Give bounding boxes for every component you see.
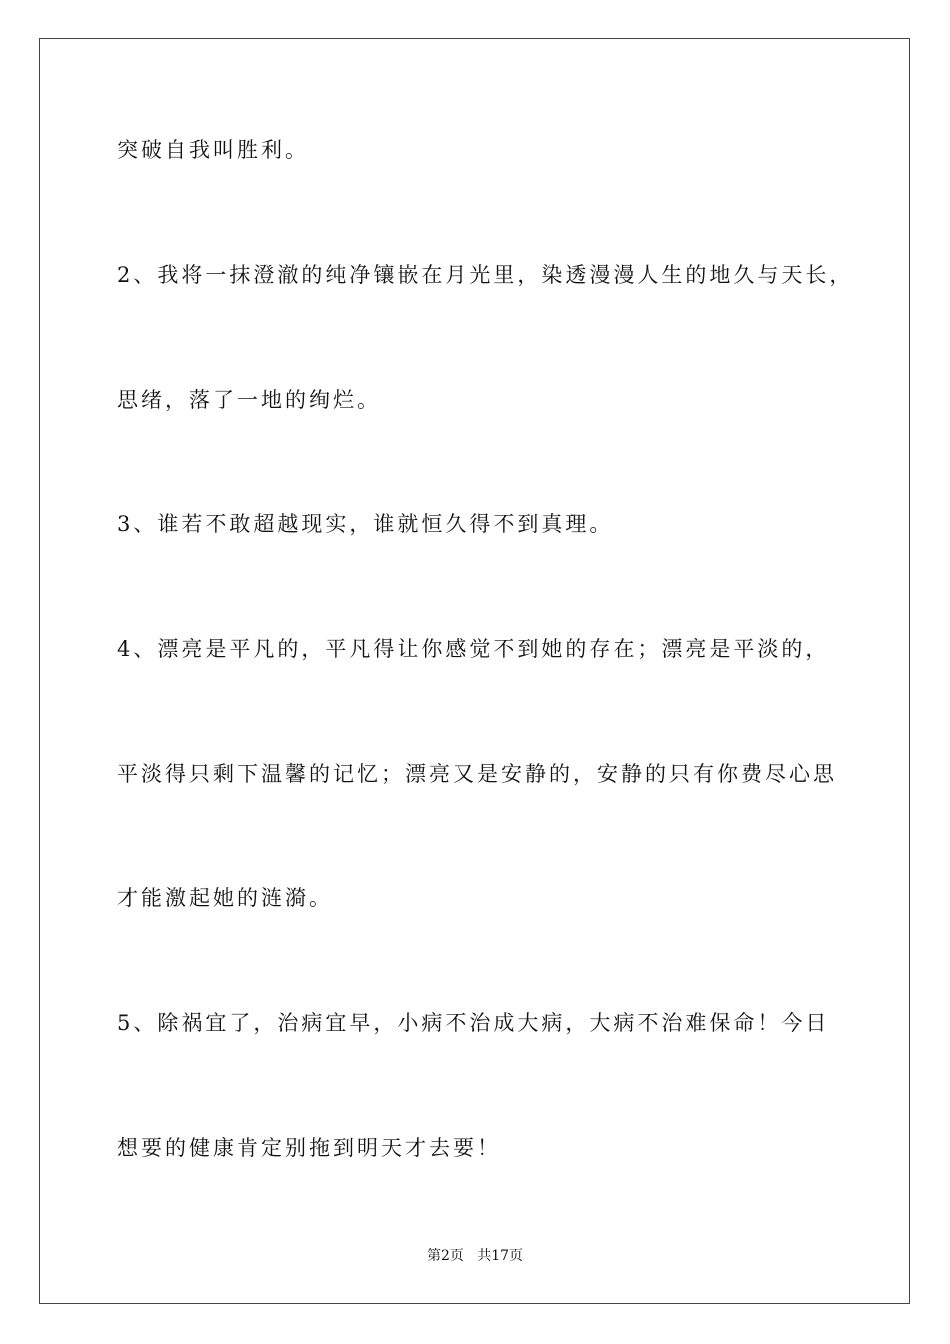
- body-text-line: 平淡得只剩下温馨的记忆；漂亮又是安静的，安静的只有你费尽心思: [117, 762, 837, 786]
- body-text-line: 5、除祸宜了，治病宜早，小病不治成大病，大病不治难保命！今日: [117, 1011, 830, 1035]
- body-text-line: 4、漂亮是平凡的，平凡得让你感觉不到她的存在；漂亮是平淡的，: [117, 637, 830, 661]
- page-border: [39, 38, 910, 1304]
- body-text-line: 2、我将一抹澄澈的纯净镶嵌在月光里，染透漫漫人生的地久与天长，: [117, 263, 854, 287]
- body-text-line: 突破自我叫胜利。: [117, 138, 309, 162]
- page-number-footer: 第2页 共17页: [426, 1248, 524, 1264]
- body-text-line: 想要的健康肯定别拖到明天才去要！: [117, 1136, 501, 1160]
- body-text-line: 思绪，落了一地的绚烂。: [117, 388, 381, 412]
- body-text-line: 3、谁若不敢超越现实，谁就恒久得不到真理。: [117, 512, 614, 536]
- body-text-line: 才能激起她的涟漪。: [117, 886, 333, 910]
